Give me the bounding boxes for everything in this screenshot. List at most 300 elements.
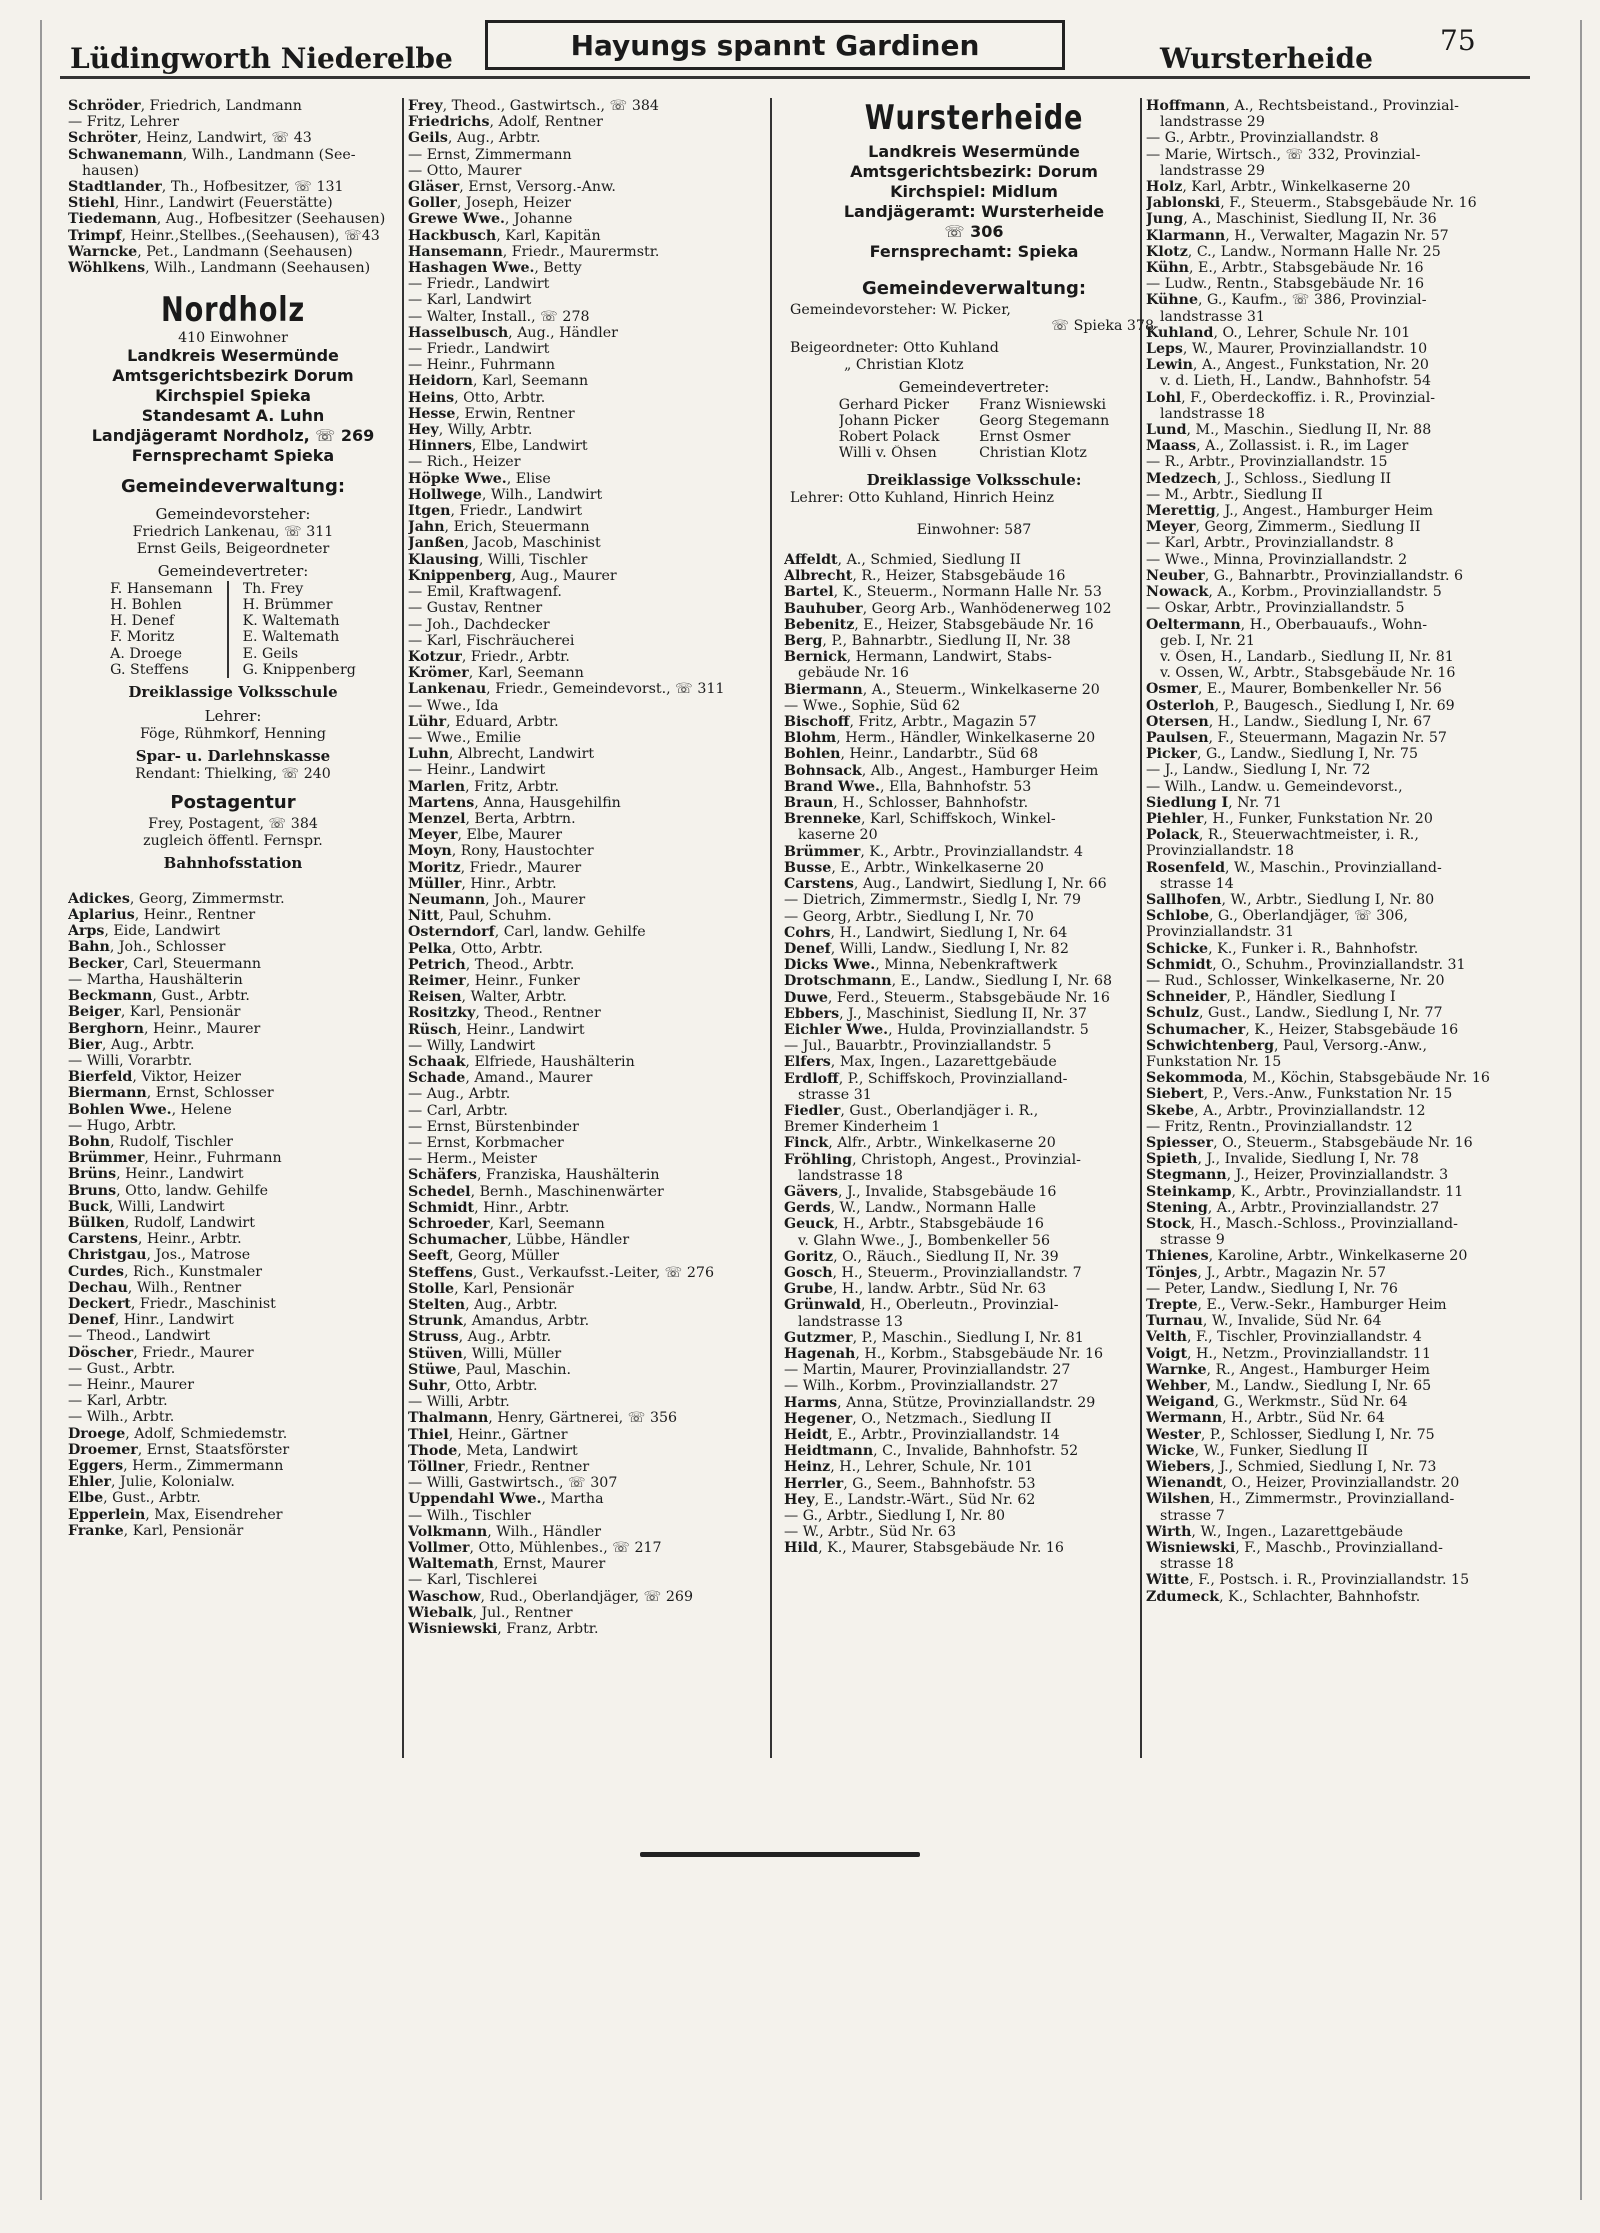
directory-entry: Hey, Willy, Arbtr. xyxy=(408,422,533,439)
vertreter-name: E. Waltemath xyxy=(242,629,340,646)
directory-entry: Duwe, Ferd., Steuerm., Stabsgebäude Nr. 16 xyxy=(784,989,1110,1006)
directory-entry: Heidorn, Karl, Seemann xyxy=(408,373,589,390)
directory-entry: Schmidt, O., Schuhm., Provinziallandstr. 31 xyxy=(1146,956,1466,973)
directory-entry: Sekommoda, M., Köchin, Stabsgebäude Nr. 16 xyxy=(1146,1070,1490,1087)
directory-entry: Franke, Karl, Pensionär xyxy=(68,1522,244,1539)
directory-entry: — Hugo, Arbtr. xyxy=(68,1117,177,1134)
directory-entry: Wöhlkens, Wilh., Landmann (Seehausen) xyxy=(68,260,371,277)
directory-entry: Paulsen, F., Steuermann, Magazin Nr. 57 xyxy=(1146,729,1447,746)
directory-entry: Thalmann, Henry, Gärtnerei, ☏ 356 xyxy=(408,1410,678,1427)
directory-entry: strasse 9 xyxy=(1160,1232,1225,1249)
directory-entry: strasse 18 xyxy=(1160,1556,1234,1573)
schule-title: Dreiklassige Volksschule: xyxy=(866,470,1082,489)
directory-entry: Brümmer, Heinr., Fuhrmann xyxy=(68,1150,282,1167)
directory-entry: — Willi, Vorarbtr. xyxy=(68,1052,193,1069)
directory-entry: Nowack, A., Korbm., Provinziallandstr. 5 xyxy=(1146,584,1442,601)
directory-entry: Beckmann, Gust., Arbtr. xyxy=(68,988,250,1005)
directory-entry: Goller, Joseph, Heizer xyxy=(408,195,571,212)
directory-entry: — Wwe., Emilie xyxy=(408,729,522,746)
directory-entry: Klotz, C., Landw., Normann Halle Nr. 25 xyxy=(1146,243,1441,260)
directory-entry: — Willy, Landwirt xyxy=(408,1037,536,1054)
directory-entry: Steffens, Gust., Verkaufsst.-Leiter, ☏ 276 xyxy=(408,1264,714,1281)
directory-entry: Reimer, Heinr., Funker xyxy=(408,972,580,989)
directory-entry: Müller, Hinr., Arbtr. xyxy=(408,875,557,892)
vertreter-name: Christian Klotz xyxy=(979,445,1087,462)
directory-entry: Eggers, Herm., Zimmermann xyxy=(68,1457,284,1474)
directory-entry: Affeldt, A., Schmied, Siedlung II xyxy=(784,552,1021,569)
right-margin-line xyxy=(1580,20,1582,2200)
directory-entry: Carstens, Heinr., Arbtr. xyxy=(68,1231,242,1248)
directory-entry: Wilshen, H., Zimmermstr., Provinzialland- xyxy=(1146,1491,1455,1508)
kasse-title: Spar- u. Darlehnskasse xyxy=(135,747,331,766)
directory-entry: Leps, W., Maurer, Provinziallandstr. 10 xyxy=(1146,341,1428,358)
directory-entry: — Wilh., Tischler xyxy=(408,1507,531,1524)
directory-entry: — Ernst, Korbmacher xyxy=(408,1135,564,1151)
directory-entry: Waschow, Rud., Oberlandjäger, ☏ 269 xyxy=(408,1588,693,1605)
directory-entry: Curdes, Rich., Kunstmaler xyxy=(68,1263,263,1280)
directory-entry: Cohrs, H., Landwirt, Siedlung I, Nr. 64 xyxy=(784,924,1068,941)
lehrer-title: Lehrer: xyxy=(204,707,262,726)
directory-entry: Brand Wwe., Ella, Bahnhofstr. 53 xyxy=(784,778,1032,795)
admin-lines xyxy=(68,346,398,466)
directory-entry: Jablonski, F., Steuerm., Stabsgebäude Nr. 16 xyxy=(1146,195,1477,212)
vertreter-name: H. Denef xyxy=(110,613,175,630)
directory-entry: Erdloff, P., Schiffskoch, Provinzialland- xyxy=(784,1070,1068,1087)
directory-entry: Schäfers, Franziska, Haushälterin xyxy=(408,1167,660,1184)
directory-entry: strasse 14 xyxy=(1160,875,1234,892)
directory-entry: — Willi, Arbtr. xyxy=(408,1394,510,1411)
directory-entry: — Joh., Dachdecker xyxy=(408,616,550,633)
directory-entry: Stüwe, Paul, Maschin. xyxy=(408,1361,571,1378)
directory-entry: Bauhuber, Georg Arb., Wanhödenerweg 102 xyxy=(784,600,1112,617)
directory-entry: — Theod., Landwirt xyxy=(68,1328,211,1345)
directory-entry: — Wilh., Korbm., Provinziallandstr. 27 xyxy=(784,1378,1059,1395)
directory-entry: Tönjes, J., Arbtr., Magazin Nr. 57 xyxy=(1146,1264,1387,1281)
directory-entry: Moyn, Rony, Haustochter xyxy=(408,843,594,860)
directory-entry: Ehler, Julie, Kolonialw. xyxy=(68,1474,235,1491)
directory-entry: Adickes, Georg, Zimmermstr. xyxy=(68,890,285,907)
directory-entry: Weigand, G., Werkmstr., Süd Nr. 64 xyxy=(1146,1394,1408,1411)
directory-entry: Drotschmann, E., Landw., Siedlung I, Nr. 68 xyxy=(784,973,1113,990)
directory-entry: Neumann, Joh., Maurer xyxy=(408,891,586,908)
directory-entry: Lühr, Eduard, Arbtr. xyxy=(408,713,559,730)
directory-entry: Warncke, Pet., Landmann (Seehausen) xyxy=(68,243,353,260)
directory-entry: — Wwe., Ida xyxy=(408,697,499,714)
lehrer: Lehrer: Otto Kuhland, Hinrich Heinz xyxy=(790,489,1054,506)
vertreter-title: Gemeindevertreter: xyxy=(157,561,309,580)
lehrer: Föge, Rühmkorf, Henning xyxy=(139,726,326,743)
directory-entry: — Wilh., Arbtr. xyxy=(68,1409,175,1426)
directory-entry: Schröder, Friedrich, Landmann xyxy=(68,98,302,114)
admin-line: Fernsprechamt Spieka xyxy=(131,446,335,466)
directory-entry: Schlobe, G., Oberlandjäger, ☏ 306, xyxy=(1146,908,1408,925)
vertreter-grid xyxy=(784,397,1164,462)
directory-entry: — Willi, Gastwirtsch., ☏ 307 xyxy=(408,1475,618,1492)
directory-entry: Aplarius, Heinr., Rentner xyxy=(68,907,256,924)
directory-entry: — Peter, Landw., Siedlung I, Nr. 76 xyxy=(1146,1280,1398,1297)
directory-entry: — Friedr., Landwirt xyxy=(408,341,550,358)
directory-entry: Fröhling, Christoph, Angest., Provinzial- xyxy=(784,1151,1081,1168)
directory-entry: Stening, A., Arbtr., Provinziallandstr. 27 xyxy=(1146,1199,1440,1216)
directory-entry: Stolle, Karl, Pensionär xyxy=(408,1280,574,1297)
directory-entry: — Karl, Landwirt xyxy=(408,292,532,309)
directory-entry: Wermann, H., Arbtr., Süd Nr. 64 xyxy=(1146,1410,1385,1427)
directory-entry: Kühne, G., Kaufm., ☏ 386, Provinzial- xyxy=(1146,292,1427,309)
directory-entry: Lewin, A., Angest., Funkstation, Nr. 20 xyxy=(1146,357,1429,374)
directory-entry: Gerds, W., Landw., Normann Halle xyxy=(784,1200,1037,1217)
vertreter-name: Johann Picker xyxy=(838,413,940,430)
column-divider xyxy=(402,98,404,1758)
directory-entry: Spiesser, O., Steuerm., Stabsgebäude Nr. 16 xyxy=(1146,1135,1473,1151)
directory-entry: Wehber, M., Landw., Siedlung I, Nr. 65 xyxy=(1146,1378,1432,1395)
column-4 xyxy=(1146,98,1536,1605)
directory-entry: — Otto, Maurer xyxy=(408,162,522,179)
directory-entry: Luhn, Albrecht, Landwirt xyxy=(408,746,595,763)
directory-entry: Schumacher, Lübbe, Händler xyxy=(408,1232,630,1249)
directory-entry: — Jul., Bauarbtr., Provinziallandstr. 5 xyxy=(784,1038,1052,1055)
directory-entry: Beiger, Karl, Pensionär xyxy=(68,1004,241,1021)
directory-entry: Menzel, Berta, Arbtrn. xyxy=(408,810,576,827)
vertreter-name: E. Geils xyxy=(242,645,299,662)
directory-entry: Heidt, E., Arbtr., Provinziallandstr. 14 xyxy=(784,1427,1060,1443)
directory-entry: Polack, R., Steuerwachtmeister, i. R., xyxy=(1146,827,1419,844)
directory-entry: Jung, A., Maschinist, Siedlung II, Nr. 36 xyxy=(1146,211,1437,228)
directory-entry: Brüns, Heinr., Landwirt xyxy=(68,1166,244,1183)
directory-entry: Gävers, J., Invalide, Stabsgebäude 16 xyxy=(784,1183,1057,1200)
directory-entry: Töllner, Friedr., Rentner xyxy=(408,1459,590,1476)
directory-entry: Struss, Aug., Arbtr. xyxy=(408,1329,552,1346)
directory-entry: Lund, M., Maschin., Siedlung II, Nr. 88 xyxy=(1146,422,1432,439)
directory-entry: Finck, Alfr., Arbtr., Winkelkaserne 20 xyxy=(784,1135,1056,1152)
directory-entry: — Ernst, Zimmermann xyxy=(408,146,572,163)
directory-entry: Itgen, Friedr., Landwirt xyxy=(408,503,583,520)
directory-entry: — Wwe., Sophie, Süd 62 xyxy=(784,697,961,714)
directory-entry: Thienes, Karoline, Arbtr., Winkelkaserne 20 xyxy=(1146,1248,1468,1265)
header-rule xyxy=(60,76,1530,79)
directory-entry: Warnke, R., Angest., Hamburger Heim xyxy=(1146,1361,1430,1378)
directory-entry: Frey, Theod., Gastwirtsch., ☏ 384 xyxy=(408,98,659,114)
directory-entry: — Marie, Wirtsch., ☏ 332, Provinzial- xyxy=(1146,146,1421,163)
vertreter-name: Georg Stegemann xyxy=(979,413,1110,430)
directory-entry: Osmer, E., Maurer, Bombenkeller Nr. 56 xyxy=(1146,681,1442,698)
directory-entry: — Karl, Arbtr., Provinziallandstr. 8 xyxy=(1146,535,1394,552)
admin-line: Landkreis Wesermünde xyxy=(868,142,1080,161)
directory-entry: Droege, Adolf, Schmiedemstr. xyxy=(68,1425,288,1442)
directory-entry: — Georg, Arbtr., Siedlung I, Nr. 70 xyxy=(784,908,1034,925)
vorsteher: Friedrich Lankenau, ☏ 311 xyxy=(132,524,334,541)
einwohner: Einwohner: 587 xyxy=(916,521,1032,538)
directory-entry: — Carl, Arbtr. xyxy=(408,1102,508,1119)
bahnhof-title: Bahnhofsstation xyxy=(163,853,303,872)
directory-entry: — Aug., Arbtr. xyxy=(408,1086,511,1103)
directory-entry: Grewe Wwe., Johanne xyxy=(408,211,573,228)
directory-entry: Holz, Karl, Arbtr., Winkelkaserne 20 xyxy=(1146,179,1411,196)
beigeordneter: Ernst Geils, Beigeordneter xyxy=(136,540,330,557)
directory-entry: — Rich., Heizer xyxy=(408,454,521,471)
directory-entry: Klarmann, H., Verwalter, Magazin Nr. 57 xyxy=(1146,227,1449,244)
directory-entry: Provinziallandstr. 18 xyxy=(1146,843,1295,860)
directory-entry: v. Ösen, H., Landarb., Siedlung II, Nr. 81 xyxy=(1160,648,1454,665)
footer-rule xyxy=(640,1852,920,1857)
page-header xyxy=(60,20,1520,75)
resident-list xyxy=(68,891,398,1539)
schule-title: Dreiklassige Volksschule xyxy=(128,683,338,702)
directory-entry: Fiedler, Gust., Oberlandjäger i. R., xyxy=(784,1102,1039,1119)
directory-entry: Gosch, H., Steuerm., Provinziallandstr. 7 xyxy=(784,1264,1082,1281)
directory-entry: Arps, Eide, Landwirt xyxy=(68,923,221,940)
directory-entry: landstrasse 18 xyxy=(798,1167,903,1184)
directory-entry: — G., Arbtr., Provinziallandstr. 8 xyxy=(1146,130,1379,147)
rendant: Rendant: Thielking, ☏ 240 xyxy=(135,766,331,783)
directory-entry: — Martin, Maurer, Provinziallandstr. 27 xyxy=(784,1362,1071,1379)
admin-line: Kirchspiel: Midlum xyxy=(890,182,1058,201)
directory-entry: Braun, H., Schlosser, Bahnhofstr. xyxy=(784,795,1029,812)
beigeordneter-line-2: „ Christian Klotz xyxy=(844,356,964,373)
directory-entry: — Ernst, Bürstenbinder xyxy=(408,1118,579,1135)
directory-entry: Sallhofen, W., Arbtr., Siedlung I, Nr. 80 xyxy=(1146,891,1435,908)
directory-entry: — R., Arbtr., Provinziallandstr. 15 xyxy=(1146,454,1388,471)
directory-entry: Stelten, Aug., Arbtr. xyxy=(408,1297,558,1314)
directory-entry: Waltemath, Ernst, Maurer xyxy=(408,1556,606,1573)
vorsteher-title: Gemeindevorsteher: xyxy=(155,505,311,524)
vorsteher-line-1: Gemeindevorsteher: W. Picker, xyxy=(790,302,1011,318)
directory-entry: Rositzky, Theod., Rentner xyxy=(408,1005,601,1022)
directory-entry: Bartel, K., Steuerm., Normann Halle Nr. 53 xyxy=(784,584,1102,601)
directory-entry: Nitt, Paul, Schuhm. xyxy=(408,908,552,925)
directory-entry: Bebenitz, E., Heizer, Stabsgebäude Nr. 16 xyxy=(784,616,1094,633)
admin-line: Kirchspiel Spieka xyxy=(155,386,311,406)
admin-line: Fernsprechamt: Spieka xyxy=(869,242,1079,261)
directory-entry: Hegener, O., Netzmach., Siedlung II xyxy=(784,1410,1052,1427)
directory-entry: Martens, Anna, Hausgehilfin xyxy=(408,794,621,811)
directory-entry: Petrich, Theod., Arbtr. xyxy=(408,956,575,973)
directory-entry: Velth, F., Tischler, Provinziallandstr. 4 xyxy=(1146,1329,1422,1346)
directory-entry: Bülken, Rudolf, Landwirt xyxy=(68,1214,255,1231)
admin-line: ☏ 306 xyxy=(944,222,1004,241)
directory-entry: Schumacher, K., Heizer, Stabsgebäude 16 xyxy=(1146,1021,1459,1038)
directory-entry: — Heinr., Maurer xyxy=(68,1376,194,1393)
directory-entry: — Heinr., Fuhrmann xyxy=(408,357,555,374)
directory-entry: — M., Arbtr., Siedlung II xyxy=(1146,486,1323,503)
column-1 xyxy=(68,98,398,1539)
directory-entry: Schaak, Elfriede, Haushälterin xyxy=(408,1053,635,1070)
directory-entry: — G., Arbtr., Siedlung I, Nr. 80 xyxy=(784,1508,1006,1525)
directory-entry: Wirth, W., Ingen., Lazarettgebäude xyxy=(1146,1523,1403,1540)
vertreter-grid xyxy=(68,581,398,678)
directory-entry: landstrasse 29 xyxy=(1160,114,1265,131)
post-title: Postagentur xyxy=(170,792,296,814)
header-left-title: Lüdingworth Niederelbe xyxy=(70,42,453,75)
directory-entry: — Fritz, Lehrer xyxy=(68,114,179,131)
directory-entry: Rüsch, Heinr., Landwirt xyxy=(408,1021,585,1038)
directory-entry: Klausing, Willi, Tischler xyxy=(408,551,588,568)
directory-entry: Wisniewski, Franz, Arbtr. xyxy=(408,1621,599,1638)
directory-entry: Meyer, Georg, Zimmerm., Siedlung II xyxy=(1146,519,1421,536)
vertreter-name: G. Knippenberg xyxy=(242,661,356,678)
directory-entry: Droemer, Ernst, Staatsförster xyxy=(68,1441,290,1458)
vertreter-name: K. Waltemath xyxy=(242,613,340,630)
gemeinde-title: Gemeindeverwaltung: xyxy=(120,476,346,498)
directory-entry: Brenneke, Karl, Schiffskoch, Winkel- xyxy=(784,811,1056,828)
directory-entry: Wienandt, O., Heizer, Provinziallandstr. 20 xyxy=(1146,1475,1460,1492)
vertreter-name: A. Droege xyxy=(110,645,183,662)
directory-entry: Skebe, A., Arbtr., Provinziallandstr. 12 xyxy=(1146,1102,1426,1119)
directory-entry: Pelka, Otto, Arbtr. xyxy=(408,940,543,957)
population: 410 Einwohner xyxy=(178,330,288,347)
directory-entry: Stiehl, Hinr., Landwirt (Feuerstätte) xyxy=(68,195,333,212)
directory-entry: Kotzur, Friedr., Arbtr. xyxy=(408,648,570,665)
directory-entry: Brümmer, K., Arbtr., Provinziallandstr. 4 xyxy=(784,843,1084,860)
directory-entry: Kuhland, O., Lehrer, Schule Nr. 101 xyxy=(1146,324,1411,341)
directory-entry: Elbe, Gust., Arbtr. xyxy=(68,1490,201,1507)
directory-entry: Heinz, H., Lehrer, Schule, Nr. 101 xyxy=(784,1459,1034,1476)
directory-entry: gebäude Nr. 16 xyxy=(798,665,909,682)
directory-entry: Neuber, G., Bahnarbtr., Provinziallandstr. 6 xyxy=(1146,567,1464,584)
directory-entry: Bohlen Wwe., Helene xyxy=(68,1101,232,1118)
column-2 xyxy=(408,98,760,1637)
directory-entry: v. Glahn Wwe., J., Bombenkeller 56 xyxy=(798,1232,1051,1249)
directory-entry: Denef, Hinr., Landwirt xyxy=(68,1312,234,1329)
directory-entry: Schmidt, Hinr., Arbtr. xyxy=(408,1199,570,1216)
directory-entry: Busse, E., Arbtr., Winkelkaserne 20 xyxy=(784,859,1044,876)
vertreter-name: Robert Polack xyxy=(838,429,940,446)
directory-entry: Schedel, Bernh., Maschinenwärter xyxy=(408,1183,664,1200)
directory-entry: Hinners, Elbe, Landwirt xyxy=(408,438,588,455)
vertreter-list-a xyxy=(110,581,226,678)
directory-entry: Schwichtenberg, Paul, Versorg.-Anw., xyxy=(1146,1037,1428,1054)
directory-entry: Bahn, Joh., Schlosser xyxy=(68,939,226,956)
directory-entry: strasse 7 xyxy=(1160,1507,1225,1524)
directory-entry: Buck, Willi, Landwirt xyxy=(68,1198,225,1215)
directory-entry: Marlen, Fritz, Arbtr. xyxy=(408,778,560,795)
post-line-2: zugleich öffentl. Fernspr. xyxy=(143,832,323,849)
directory-entry: — Herm., Meister xyxy=(408,1151,537,1168)
directory-entry: Osterndorf, Carl, landw. Gehilfe xyxy=(408,924,646,941)
directory-entry: Hey, E., Landstr.-Wärt., Süd Nr. 62 xyxy=(784,1491,1036,1508)
directory-entry: Lankenau, Friedr., Gemeindevorst., ☏ 311 xyxy=(408,681,725,698)
vertreter-name: Ernst Osmer xyxy=(979,429,1071,446)
directory-entry: Höpke Wwe., Elise xyxy=(408,470,551,487)
directory-entry: Geils, Aug., Arbtr. xyxy=(408,130,541,147)
directory-entry: Trepte, E., Verw.-Sekr., Hamburger Heim xyxy=(1146,1297,1447,1314)
directory-entry: landstrasse 31 xyxy=(1160,308,1265,325)
directory-entry: Oeltermann, H., Oberbauaufs., Wohn- xyxy=(1146,616,1428,633)
directory-entry: — Oskar, Arbtr., Provinziallandstr. 5 xyxy=(1146,600,1405,617)
directory-entry: Medzech, J., Schloss., Siedlung II xyxy=(1146,470,1392,487)
vertreter-title: Gemeindevertreter: xyxy=(898,377,1050,396)
column-3 xyxy=(784,98,1164,1557)
directory-entry: — Wilh., Landw. u. Gemeindevorst., xyxy=(1146,778,1403,795)
directory-entry: — Karl, Arbtr. xyxy=(68,1393,168,1410)
directory-entry: Herrler, G., Seem., Bahnhofstr. 53 xyxy=(784,1475,1036,1492)
directory-entry: Rosenfeld, W., Maschin., Provinzialland- xyxy=(1146,859,1442,876)
directory-entry: Heidtmann, C., Invalide, Bahnhofstr. 52 xyxy=(784,1443,1079,1460)
directory-entry: Stadtlander, Th., Hofbesitzer, ☏ 131 xyxy=(68,179,344,196)
directory-entry: — Gust., Arbtr. xyxy=(68,1360,176,1377)
vertreter-name: H. Bohlen xyxy=(110,597,182,614)
directory-entry: Eichler Wwe., Hulda, Provinziallandstr. 5 xyxy=(784,1021,1089,1038)
directory-entry: Hasselbusch, Aug., Händler xyxy=(408,324,618,341)
directory-entry: landstrasse 29 xyxy=(1160,162,1265,179)
directory-entry: Dechau, Wilh., Rentner xyxy=(68,1279,242,1296)
directory-entry: Schade, Amand., Maurer xyxy=(408,1070,593,1087)
top-entry-list xyxy=(68,98,398,276)
directory-entry: Piehler, H., Funker, Funkstation Nr. 20 xyxy=(1146,810,1433,827)
directory-entry: v. Ossen, W., Arbtr., Stabsgebäude Nr. 16 xyxy=(1160,665,1456,682)
directory-entry: — J., Landw., Siedlung I, Nr. 72 xyxy=(1146,762,1371,779)
directory-entry: Hackbusch, Karl, Kapitän xyxy=(408,227,601,244)
admin-line: Standesamt A. Luhn xyxy=(141,406,325,426)
directory-entry: Strunk, Amandus, Arbtr. xyxy=(408,1313,590,1330)
directory-entry: Hoffmann, A., Rechtsbeistand., Provinzial- xyxy=(1146,98,1459,114)
admin-lines xyxy=(784,142,1164,262)
directory-entry: Christgau, Jos., Matrose xyxy=(68,1247,251,1264)
directory-entry: — Rud., Schlosser, Winkelkaserne, Nr. 20 xyxy=(1146,972,1445,989)
directory-entry: Gläser, Ernst, Versorg.-Anw. xyxy=(408,179,616,196)
directory-entry: Funkstation Nr. 15 xyxy=(1146,1053,1282,1070)
vertreter-name: H. Brümmer xyxy=(242,597,333,614)
directory-entry: Wester, P., Schlosser, Siedlung I, Nr. 75 xyxy=(1146,1426,1435,1443)
directory-entry: Siebert, P., Vers.-Anw., Funkstation Nr. 15 xyxy=(1146,1086,1453,1103)
directory-entry: Otersen, H., Landw., Siedlung I, Nr. 67 xyxy=(1146,713,1432,730)
vertreter-name: Th. Frey xyxy=(242,580,304,597)
directory-entry: Gutzmer, P., Maschin., Siedlung I, Nr. 81 xyxy=(784,1329,1084,1346)
directory-entry: Schulz, Gust., Landw., Siedlung I, Nr. 77 xyxy=(1146,1005,1443,1022)
directory-entry: strasse 31 xyxy=(798,1086,872,1103)
admin-line: Amtsgerichtsbezirk: Dorum xyxy=(850,162,1098,181)
directory-entry: Bischoff, Fritz, Arbtr., Magazin 57 xyxy=(784,714,1037,731)
directory-entry: Kühn, E., Arbtr., Stabsgebäude Nr. 16 xyxy=(1146,260,1424,277)
directory-entry: Grünwald, H., Oberleutn., Provinzial- xyxy=(784,1297,1059,1314)
directory-entry: Becker, Carl, Steuermann xyxy=(68,955,261,972)
vertreter-name: Willi v. Öhsen xyxy=(838,445,937,462)
directory-entry: Merettig, J., Angest., Hamburger Heim xyxy=(1146,503,1433,520)
directory-entry: Turnau, W., Invalide, Süd Nr. 64 xyxy=(1146,1313,1382,1330)
directory-entry: Vollmer, Otto, Mühlenbes., ☏ 217 xyxy=(408,1540,662,1557)
directory-entry: Wisniewski, F., Maschb., Provinzialland- xyxy=(1146,1540,1443,1557)
directory-entry: Ebbers, J., Maschinist, Siedlung II, Nr. 37 xyxy=(784,1005,1087,1022)
beigeordneter-line-1: Beigeordneter: Otto Kuhland xyxy=(790,340,999,357)
directory-entry: Wiebers, J., Schmied, Siedlung I, Nr. 73 xyxy=(1146,1459,1437,1476)
directory-entry: Knippenberg, Aug., Maurer xyxy=(408,567,617,584)
directory-entry: — Emil, Kraftwagenf. xyxy=(408,584,562,601)
directory-entry: Hild, K., Maurer, Stabsgebäude Nr. 16 xyxy=(784,1540,1064,1557)
directory-entry: Biermann, A., Steuerm., Winkelkaserne 20 xyxy=(784,681,1100,698)
directory-entry: Stegmann, J., Heizer, Provinziallandstr. 3 xyxy=(1146,1167,1449,1184)
vertreter-name: G. Steffens xyxy=(110,661,189,678)
directory-entry: Moritz, Friedr., Maurer xyxy=(408,859,582,876)
directory-entry: Suhr, Otto, Arbtr. xyxy=(408,1378,538,1395)
directory-entry: Zdumeck, K., Schlachter, Bahnhofstr. xyxy=(1146,1588,1421,1605)
directory-entry: — Gustav, Rentner xyxy=(408,600,543,617)
directory-entry: landstrasse 18 xyxy=(1160,405,1265,422)
directory-entry: Bernick, Hermann, Landwirt, Stabs- xyxy=(784,649,1052,666)
directory-entry: — Heinr., Landwirt xyxy=(408,762,546,779)
directory-entry: Wicke, W., Funker, Siedlung II xyxy=(1146,1442,1368,1459)
directory-entry: Schröter, Heinz, Landwirt, ☏ 43 xyxy=(68,130,312,147)
directory-entry: — Fritz, Rentn., Provinziallandstr. 12 xyxy=(1146,1118,1413,1135)
admin-line: Landjägeramt Nordholz, ☏ 269 xyxy=(91,426,375,446)
page-number: 75 xyxy=(1440,24,1476,57)
directory-entry: Steinkamp, K., Arbtr., Provinziallandstr. 11 xyxy=(1146,1183,1464,1200)
directory-entry: — Dietrich, Zimmermstr., Siedlg I, Nr. 79 xyxy=(784,892,1081,909)
directory-entry: v. d. Lieth, H., Landw., Bahnhofstr. 54 xyxy=(1160,373,1432,390)
vertreter-list-a xyxy=(839,397,979,462)
directory-entry: Bohnsack, Alb., Angest., Hamburger Heim xyxy=(784,762,1099,779)
directory-entry: Janßen, Jacob, Maschinist xyxy=(408,535,601,552)
directory-entry: — Ludw., Rentn., Stabsgebäude Nr. 16 xyxy=(1146,276,1425,293)
vertreter-list-b xyxy=(979,397,1109,462)
